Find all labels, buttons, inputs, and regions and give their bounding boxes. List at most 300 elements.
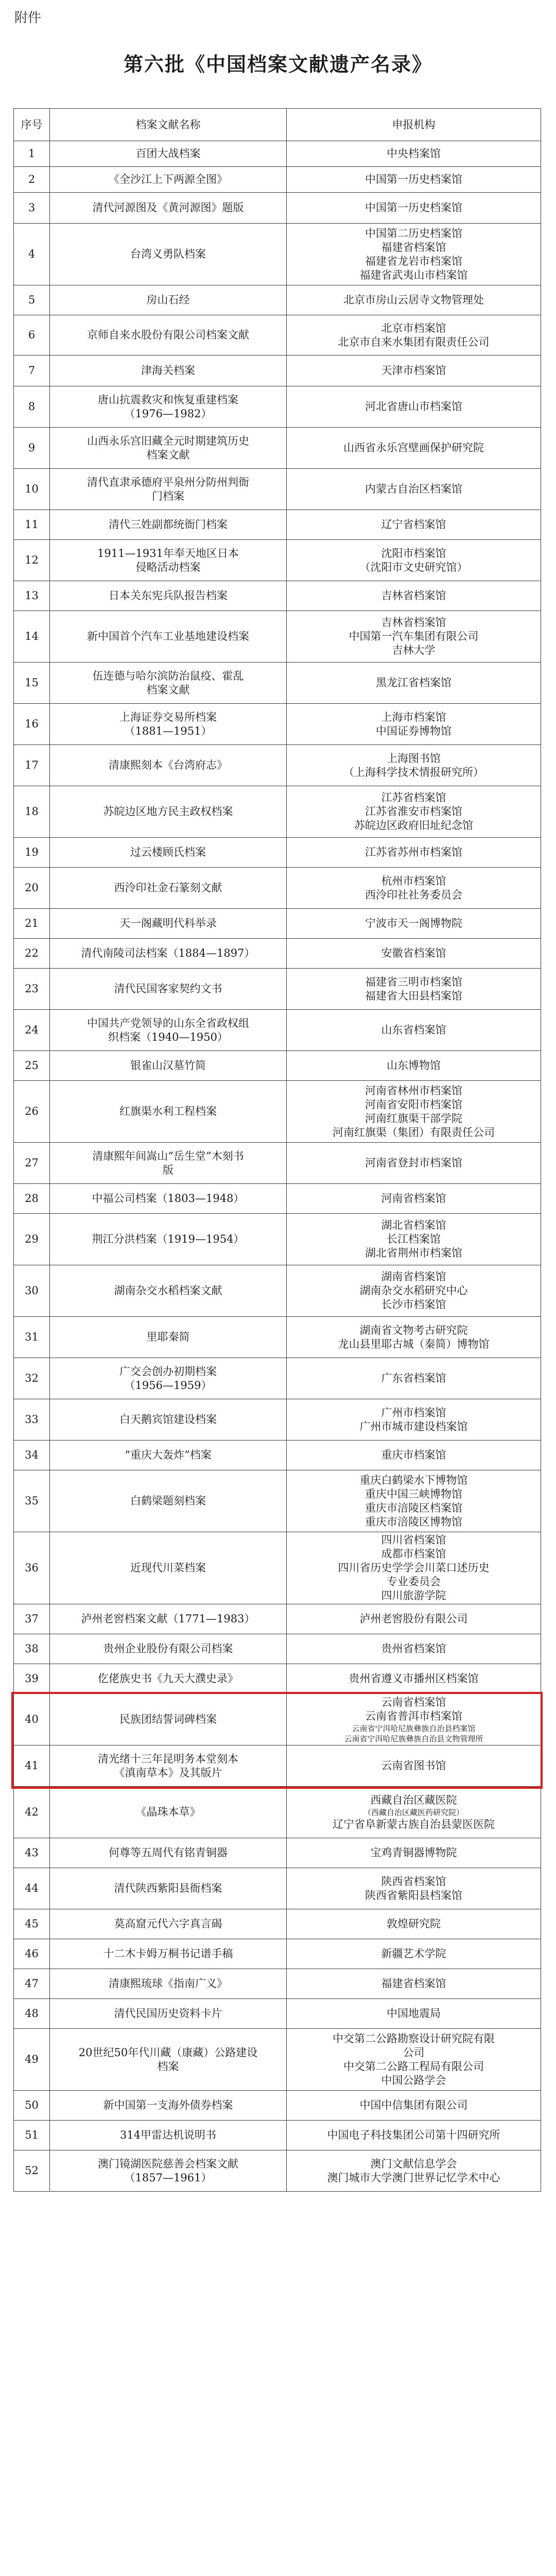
- document-name: [50, 704, 287, 745]
- applicant-institution: [287, 1868, 541, 1909]
- document-name-line: 档案文献: [146, 683, 190, 696]
- applicant-institution: [287, 969, 541, 1010]
- document-name: [50, 969, 287, 1010]
- institution-line: 北京市自来水集团有限责任公司: [338, 335, 490, 348]
- institution-line: （上海科学技术情报研究所）: [343, 766, 484, 778]
- document-name-line: 中国共产党领导的山东全省政权组: [87, 1016, 249, 1029]
- document-name-line: 白鹤梁题刻档案: [130, 1495, 206, 1507]
- institution-line: 澳门城市大学澳门世界记忆学术中心: [327, 2171, 500, 2184]
- institution-line: 长沙市档案馆: [381, 1298, 446, 1311]
- document-name: [50, 745, 287, 786]
- institution-line: 江苏省淮安市档案馆: [365, 805, 462, 818]
- row-number: 29: [14, 1214, 50, 1265]
- row-number: 44: [14, 1868, 50, 1909]
- document-name: [50, 1868, 287, 1909]
- institution-line: 重庆市涪陵区档案馆: [365, 1501, 462, 1514]
- row-number: 25: [14, 1051, 50, 1081]
- applicant-institution: [287, 786, 541, 838]
- document-name-line: 清康熙刻本《台湾府志》: [109, 759, 228, 771]
- document-name: [50, 1532, 287, 1604]
- institution-line: 中央档案馆: [387, 147, 441, 160]
- row-number: 21: [14, 909, 50, 939]
- document-name-line: 314甲雷达机说明书: [119, 2129, 217, 2141]
- row-number: 41: [14, 1745, 50, 1787]
- document-name: [50, 1634, 287, 1664]
- document-name-line: 莫高窟元代六字真言碣: [114, 1918, 222, 1930]
- table-row: [14, 1081, 541, 1143]
- table-row: [14, 141, 541, 167]
- applicant-institution: [287, 581, 541, 611]
- applicant-institution: [287, 1265, 541, 1317]
- row-number: 34: [14, 1440, 50, 1470]
- applicant-institution: [287, 1470, 541, 1532]
- institution-line: 澳门文献信息学会: [370, 2157, 457, 2170]
- document-name-line: 里耶秦简: [146, 1331, 190, 1343]
- document-name-line: 清代河源图及《黄河源图》题版: [92, 201, 244, 214]
- document-name: [50, 1999, 287, 2029]
- document-name-line: 中福公司档案（1803—1948）: [92, 1192, 245, 1205]
- institution-line: 福建省档案馆: [381, 1977, 446, 1990]
- institution-line: 云南省普洱市档案馆: [365, 1709, 462, 1722]
- table-row: [14, 1184, 541, 1214]
- institution-line: 河南红旗渠干部学院: [365, 1112, 462, 1125]
- header-row: [14, 109, 541, 141]
- institution-line: 河南省登封市档案馆: [365, 1157, 462, 1169]
- document-name-line: 门档案: [152, 489, 184, 502]
- row-number: 16: [14, 704, 50, 745]
- institution-line: 中国第一历史档案馆: [365, 173, 462, 185]
- document-name: [50, 1745, 287, 1787]
- institution-line: 上海市档案馆: [381, 710, 446, 723]
- institution-line: 内蒙古自治区档案馆: [365, 483, 462, 495]
- document-name: [50, 1939, 287, 1969]
- institution-line: 沈阳市档案馆: [381, 547, 446, 560]
- document-name-line: 银雀山汉墓竹简: [130, 1059, 206, 1072]
- institution-line: 西藏自治区藏医院: [370, 1793, 457, 1806]
- document-name-line: （1976—1982）: [124, 407, 212, 420]
- document-name-line: 贵州企业股份有限公司档案: [103, 1642, 233, 1655]
- row-number: 49: [14, 2029, 50, 2091]
- document-name-line: 过云楼顾氏档案: [130, 846, 206, 858]
- institution-line: 专业委员会: [387, 1575, 441, 1588]
- document-name-line: 何尊等五周代有铭青铜器: [109, 1846, 228, 1859]
- document-name-line: 湖南杂交水稻档案文献: [114, 1284, 222, 1297]
- document-name: [50, 1399, 287, 1440]
- institution-line: 河北省唐山市档案馆: [365, 400, 462, 413]
- applicant-institution: [287, 868, 541, 909]
- table-row: [14, 1969, 541, 1999]
- applicant-institution: [287, 1214, 541, 1265]
- table-row: [14, 355, 541, 386]
- document-name: [50, 2091, 287, 2121]
- document-name: [50, 786, 287, 838]
- document-name-line: 民族团结誓词碑档案: [119, 1713, 217, 1725]
- table-row: [14, 510, 541, 540]
- applicant-institution: [287, 1909, 541, 1939]
- row-number: 46: [14, 1939, 50, 1969]
- institution-line: 长江档案馆: [387, 1233, 441, 1245]
- document-name: [50, 1010, 287, 1051]
- row-number: 13: [14, 581, 50, 611]
- institution-line: 湖南省档案馆: [381, 1270, 446, 1283]
- document-name: [50, 1969, 287, 1999]
- applicant-institution: [287, 428, 541, 469]
- applicant-institution: [287, 540, 541, 581]
- table-row: [14, 1939, 541, 1969]
- institution-line: 重庆中国三峡博物馆: [365, 1487, 462, 1500]
- table-row: [14, 1664, 541, 1694]
- document-name: [50, 838, 287, 868]
- row-number: 30: [14, 1265, 50, 1317]
- institution-line: 四川省档案馆: [381, 1534, 446, 1546]
- document-name-line: 清康熙琉球《指南广义》: [109, 1977, 228, 1990]
- table-row: [14, 1358, 541, 1399]
- table-row: [14, 786, 541, 838]
- row-number: 19: [14, 838, 50, 868]
- document-name: [50, 868, 287, 909]
- institution-line: 敦煌研究院: [387, 1918, 441, 1930]
- document-name: [50, 1909, 287, 1939]
- document-name: [50, 2150, 287, 2192]
- table-row: [14, 868, 541, 909]
- document-name: [50, 909, 287, 939]
- institution-line: 重庆市涪陵区博物馆: [365, 1515, 462, 1528]
- document-name-line: “重庆大轰炸”档案: [125, 1449, 212, 1461]
- table-row: [14, 1787, 541, 1838]
- institution-line: 云南省档案馆: [381, 1696, 446, 1708]
- document-name-line: 津海关档案: [141, 364, 195, 377]
- document-name-line: 20世纪50年代川藏（康藏）公路建设: [78, 2046, 258, 2059]
- institution-line: 湖北省荆州市档案馆: [365, 1247, 462, 1259]
- institution-line: 湖南省文物考古研究院: [359, 1324, 468, 1336]
- row-number: 42: [14, 1787, 50, 1838]
- institution-line: 北京市房山云居寺文物管理处: [343, 294, 484, 306]
- table-header: [14, 109, 541, 141]
- document-name: [50, 1317, 287, 1358]
- institution-line: 泸州老窖股份有限公司: [359, 1613, 468, 1625]
- institution-line: 上海图书馆: [387, 752, 441, 765]
- document-name: [50, 1664, 287, 1694]
- table-row: [14, 611, 541, 663]
- document-name: [50, 1694, 287, 1745]
- institution-line: 公司: [403, 2046, 425, 2059]
- row-number: 2: [14, 167, 50, 193]
- applicant-institution: [287, 1440, 541, 1470]
- document-name: [50, 2121, 287, 2150]
- row-number: 33: [14, 1399, 50, 1440]
- applicant-institution: [287, 939, 541, 969]
- document-name: [50, 581, 287, 611]
- document-name-line: 荆江分洪档案（1919—1954）: [92, 1233, 245, 1245]
- applicant-institution: [287, 193, 541, 224]
- applicant-institution: [287, 1143, 541, 1184]
- table-row: [14, 581, 541, 611]
- document-name: [50, 386, 287, 428]
- document-name: [50, 224, 287, 285]
- table-row: [14, 1604, 541, 1634]
- document-name: [50, 1787, 287, 1838]
- institution-line: 福建省大田县档案馆: [365, 989, 462, 1002]
- institution-line: 吉林省档案馆: [381, 589, 446, 602]
- applicant-institution: [287, 1939, 541, 1969]
- table-row: [14, 1694, 541, 1745]
- institution-line: 重庆市档案馆: [381, 1449, 446, 1461]
- institution-line: 中国第一历史档案馆: [365, 201, 462, 214]
- institution-line: 安徽省档案馆: [381, 947, 446, 959]
- document-name-line: 清康熙年间嵩山“岳生堂”木刻书: [92, 1149, 244, 1162]
- document-name-line: 唐山抗震救灾和恢复重建档案: [98, 393, 238, 406]
- document-name-line: 伍连德与哈尔滨防治鼠疫、霍乱: [92, 669, 244, 682]
- institution-line: 宁波市天一阁博物院: [365, 917, 462, 929]
- applicant-institution: [287, 1184, 541, 1214]
- institution-line: 中交第二公路工程局有限公司: [343, 2060, 484, 2073]
- institution-line: 成都市档案馆: [381, 1548, 446, 1560]
- row-number: 51: [14, 2121, 50, 2150]
- applicant-institution: [287, 285, 541, 315]
- table-row: [14, 1317, 541, 1358]
- table-row: [14, 1265, 541, 1317]
- applicant-institution: [287, 167, 541, 193]
- institution-line: 河南省安阳市档案馆: [365, 1098, 462, 1111]
- row-number: 17: [14, 745, 50, 786]
- institution-line: 中国第一汽车集团有限公司: [349, 630, 479, 642]
- document-name: [50, 663, 287, 704]
- document-name: [50, 428, 287, 469]
- institution-line: 江苏省苏州市档案馆: [365, 846, 462, 858]
- row-number: 47: [14, 1969, 50, 1999]
- row-number: 40: [14, 1694, 50, 1745]
- institution-line: 吉林大学: [392, 644, 436, 656]
- applicant-institution: [287, 224, 541, 285]
- row-number: 4: [14, 224, 50, 285]
- document-name-line: 仡佬族史书《九天大濮史录》: [98, 1672, 238, 1685]
- document-name-line: 山西永乐宫旧藏全元时期建筑历史: [87, 434, 249, 447]
- document-name-line: 十二木卡姆万桐书记谱手稿: [103, 1947, 233, 1960]
- document-name-line: 《全沙江上下两源全图》: [109, 173, 228, 185]
- row-number: 27: [14, 1143, 50, 1184]
- row-number: 15: [14, 663, 50, 704]
- document-name-line: 白天鹅宾馆建设档案: [119, 1413, 217, 1426]
- institution-line: 陕西省档案馆: [381, 1875, 446, 1888]
- document-name-line: 档案: [157, 2060, 179, 2073]
- row-number: 39: [14, 1664, 50, 1694]
- applicant-institution: [287, 909, 541, 939]
- institution-line: 贵州省遵义市播州区档案馆: [349, 1672, 479, 1685]
- institution-line: 山西省永乐宫壁画保护研究院: [343, 442, 484, 454]
- table-body: [14, 141, 541, 2192]
- header-no: 序号: [14, 109, 50, 141]
- table-row: [14, 1143, 541, 1184]
- document-name-line: 清代三姓副都统衙门档案: [109, 518, 228, 531]
- table-row: [14, 285, 541, 315]
- applicant-institution: [287, 1745, 541, 1787]
- row-number: 32: [14, 1358, 50, 1399]
- applicant-institution: [287, 2150, 541, 2192]
- institution-line: 重庆白鹤梁水下博物馆: [359, 1473, 468, 1486]
- document-name: [50, 1358, 287, 1399]
- applicant-institution: [287, 1051, 541, 1081]
- institution-line: 山东博物馆: [387, 1059, 441, 1072]
- document-name-line: 房山石经: [146, 294, 190, 306]
- document-name: [50, 167, 287, 193]
- row-number: 10: [14, 469, 50, 510]
- applicant-institution: [287, 1787, 541, 1838]
- document-name-line: 清代陕西紫阳县衙档案: [114, 1882, 222, 1894]
- document-name-line: 红旗渠水利工程档案: [119, 1105, 217, 1117]
- row-number: 37: [14, 1604, 50, 1634]
- row-number: 22: [14, 939, 50, 969]
- annex-label: 附件: [14, 10, 42, 26]
- applicant-institution: [287, 1358, 541, 1399]
- document-name-line: 西泠印社金石篆刻文献: [114, 882, 222, 894]
- table-row: [14, 315, 541, 355]
- table-row: [14, 1532, 541, 1604]
- row-number: 26: [14, 1081, 50, 1143]
- row-number: 24: [14, 1010, 50, 1051]
- row-number: 11: [14, 510, 50, 540]
- applicant-institution: [287, 355, 541, 386]
- row-number: 52: [14, 2150, 50, 2192]
- institution-line: 河南省林州市档案馆: [365, 1084, 462, 1097]
- row-number: 9: [14, 428, 50, 469]
- table-row: [14, 469, 541, 510]
- document-name: [50, 315, 287, 355]
- table-row: [14, 540, 541, 581]
- applicant-institution: [287, 386, 541, 428]
- institution-line: 四川旅游学院: [381, 1589, 446, 1602]
- applicant-institution: [287, 1317, 541, 1358]
- institution-line: 北京市档案馆: [381, 321, 446, 334]
- applicant-institution: [287, 1010, 541, 1051]
- applicant-institution: [287, 2091, 541, 2121]
- institution-line: 云南省宁洱哈尼族彝族自治县档案馆: [352, 1723, 476, 1733]
- document-name-line: 清光绪十三年昆明务本堂刻本: [98, 1752, 238, 1765]
- document-name-line: 澳门镜湖医院慈善会档案文献: [98, 2157, 238, 2170]
- table-row: [14, 224, 541, 285]
- institution-line: 吉林省档案馆: [381, 616, 446, 629]
- institution-line: 福建省档案馆: [381, 241, 446, 253]
- institution-line: 广东省档案馆: [381, 1372, 446, 1384]
- institution-line: 湖北省档案馆: [381, 1219, 446, 1231]
- document-name-line: 台湾义勇队档案: [130, 248, 206, 260]
- institution-line: 山东省档案馆: [381, 1024, 446, 1036]
- institution-line: 新疆艺术学院: [381, 1947, 446, 1960]
- document-name: [50, 611, 287, 663]
- institution-line: 中国地震局: [387, 2007, 441, 2020]
- document-name: [50, 2029, 287, 2091]
- applicant-institution: [287, 663, 541, 704]
- institution-line: 辽宁省阜新蒙古族自治县蒙医医院: [333, 1818, 495, 1831]
- institution-line: 苏皖边区政府旧址纪念馆: [354, 819, 473, 832]
- institution-line: 辽宁省档案馆: [381, 518, 446, 531]
- applicant-institution: [287, 1532, 541, 1604]
- applicant-institution: [287, 1604, 541, 1634]
- applicant-institution: [287, 2121, 541, 2150]
- institution-line: 湖南杂交水稻研究中心: [359, 1284, 468, 1297]
- document-name-line: 广交会创办初期档案: [119, 1365, 217, 1378]
- institution-line: 中国第二历史档案馆: [365, 227, 462, 240]
- institution-line: 四川省历史学学会川菜口述历史: [338, 1562, 490, 1574]
- table-row: [14, 1745, 541, 1787]
- institution-line: 杭州市档案馆: [381, 874, 446, 887]
- document-name: [50, 141, 287, 167]
- row-number: 36: [14, 1532, 50, 1604]
- applicant-institution: [287, 704, 541, 745]
- table-row: [14, 1868, 541, 1909]
- institution-line: 龙山县里耶古城（秦简）博物馆: [338, 1337, 490, 1350]
- document-name: [50, 1440, 287, 1470]
- document-name: [50, 1470, 287, 1532]
- row-number: 23: [14, 969, 50, 1010]
- institution-line: 中国公路学会: [381, 2074, 446, 2087]
- document-name: [50, 1214, 287, 1265]
- document-name: [50, 355, 287, 386]
- table-row: [14, 2029, 541, 2091]
- institution-line: 广州市城市建设档案馆: [359, 1420, 468, 1433]
- document-name-line: （1956—1959）: [124, 1379, 212, 1392]
- table-row: [14, 193, 541, 224]
- applicant-institution: [287, 1999, 541, 2029]
- applicant-institution: [287, 141, 541, 167]
- table-row: [14, 704, 541, 745]
- table-row: [14, 1470, 541, 1532]
- document-name: [50, 193, 287, 224]
- institution-line: 福建省武夷山市档案馆: [359, 268, 468, 281]
- institution-line: 贵州省档案馆: [381, 1642, 446, 1655]
- table-row: [14, 663, 541, 704]
- document-name-line: 日本关东宪兵队报告档案: [109, 589, 228, 602]
- table-row: [14, 428, 541, 469]
- row-number: 12: [14, 540, 50, 581]
- document-name-line: 《滇南草本》及其版片: [114, 1766, 222, 1779]
- table-row: [14, 1634, 541, 1664]
- applicant-institution: [287, 1634, 541, 1664]
- row-number: 48: [14, 1999, 50, 2029]
- table-row: [14, 167, 541, 193]
- document-name-line: 苏皖边区地方民主政权档案: [103, 805, 233, 818]
- applicant-institution: [287, 2029, 541, 2091]
- institution-line: 云南省图书馆: [381, 1759, 446, 1772]
- document-name: [50, 1604, 287, 1634]
- institution-line: 天津市档案馆: [381, 364, 446, 377]
- document-name-line: 织档案（1940—1950）: [108, 1030, 228, 1043]
- table-row: [14, 909, 541, 939]
- table-row: [14, 1051, 541, 1081]
- document-name: [50, 1081, 287, 1143]
- table-row: [14, 1214, 541, 1265]
- institution-line: 黑龙江省档案馆: [376, 676, 451, 689]
- row-number: 43: [14, 1838, 50, 1868]
- document-name: [50, 1143, 287, 1184]
- document-name-line: 京师自来水股份有限公司档案文献: [87, 329, 249, 341]
- institution-line: 宝鸡青铜器博物院: [370, 1846, 457, 1859]
- institution-line: 云南省宁洱哈尼族彝族自治县文物管理所: [344, 1734, 483, 1743]
- document-name-line: 1911—1931年奉天地区日本: [97, 547, 239, 560]
- table-row: [14, 2121, 541, 2150]
- institution-line: 福建省三明市档案馆: [365, 975, 462, 988]
- row-number: 6: [14, 315, 50, 355]
- row-number: 18: [14, 786, 50, 838]
- table-row: [14, 386, 541, 428]
- row-number: 1: [14, 141, 50, 167]
- institution-line: （沈阳市文史研究馆）: [359, 561, 468, 573]
- row-number: 50: [14, 2091, 50, 2121]
- row-number: 35: [14, 1470, 50, 1532]
- document-name: [50, 540, 287, 581]
- institution-line: 西泠印社社务委员会: [365, 888, 462, 901]
- table-row: [14, 1999, 541, 2029]
- document-name: [50, 1838, 287, 1868]
